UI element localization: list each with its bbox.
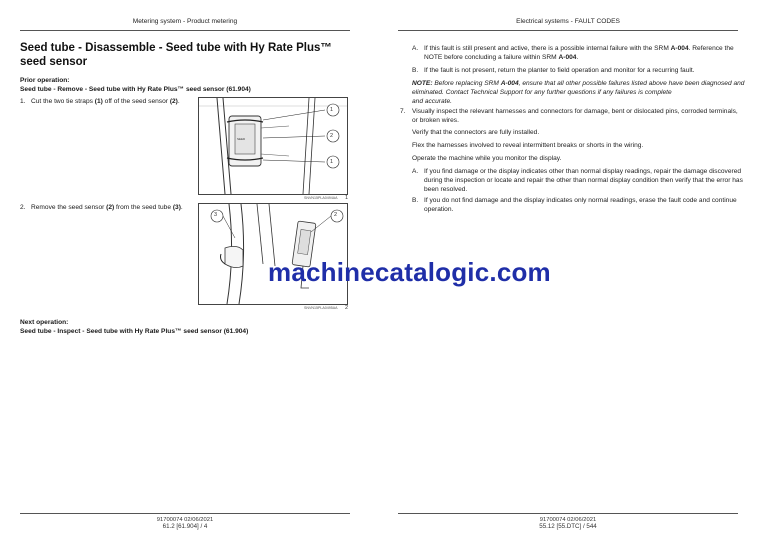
- right-running-header: Electrical systems - FAULT CODES: [516, 18, 620, 25]
- left-footer-code: 91700074 02/06/2021: [156, 517, 214, 523]
- item-a2-line1: If you find damage or the display indicates other than normal display readings, repair the damage discovered: [424, 168, 742, 175]
- figure-1-seed-sensor-illustration: [199, 98, 347, 194]
- item-a2-letter: A.: [412, 168, 419, 175]
- prior-operation-link[interactable]: Seed tube - Remove - Seed tube with Hy Rate Plus™ seed sensor (61.904): [20, 86, 251, 93]
- prior-operation-label: Prior operation:: [20, 77, 70, 84]
- step-7-number: 7.: [400, 108, 406, 115]
- figure-2-seed-tube-illustration: [199, 204, 347, 304]
- item-b1-text: If the fault is not present, return the planter to field operation and monitor for a recurring fault.: [424, 67, 695, 74]
- figure-1-callout-2: 2: [330, 133, 334, 139]
- note-line-2: eliminated. Contact Technical Support for any further questions if any failures is complete: [412, 89, 672, 96]
- left-header-rule: [20, 30, 350, 31]
- figure-2-callout-3: 3: [214, 212, 218, 218]
- item-b2-line2: operation.: [424, 206, 454, 213]
- step-2-number: 2.: [20, 204, 26, 211]
- note-line-3: and accurate.: [412, 98, 452, 105]
- figure-1-frame: [198, 97, 348, 195]
- verify-text: Verify that the connectors are fully installed.: [412, 129, 540, 136]
- figure-1-id: SNVN15PLA0494AA: [304, 196, 338, 200]
- flex-text: Flex the harnesses involved to reveal intermittent breaks or shorts in the wiring.: [412, 142, 644, 149]
- note-line-1: NOTE: Before replacing SRM A-004, ensure that all other possible failures listed above have been diagnosed and: [412, 80, 745, 87]
- item-a1-letter: A.: [412, 45, 419, 52]
- svg-text:SEED: SEED: [237, 137, 246, 141]
- figure-2-frame: [198, 203, 348, 305]
- item-a2-line2: during the inspection or locate and repair the other than normal display condition then verify that the error has: [424, 177, 743, 184]
- right-header-rule: [398, 30, 738, 31]
- item-a1-line2: NOTE before concluding a failure within SRM A-004.: [424, 54, 579, 61]
- right-footer-code: 91700074 02/06/2021: [539, 517, 597, 523]
- figure-1-callout-1b: 1: [330, 159, 334, 165]
- step-1-number: 1.: [20, 98, 26, 105]
- figure-1-number: 1: [345, 195, 349, 201]
- figure-2-number: 2: [345, 305, 349, 311]
- next-operation-label: Next operation:: [20, 319, 69, 326]
- item-b1-letter: B.: [412, 67, 419, 74]
- operate-text: Operate the machine while you monitor the display.: [412, 155, 562, 162]
- step-7-line2: or broken wires.: [412, 117, 459, 124]
- figure-2-id: SNVN15PLA0495AA: [304, 306, 338, 310]
- left-running-header: Metering system - Product metering: [132, 18, 238, 25]
- right-footer-rule: [398, 513, 738, 514]
- page-title: Seed tube - Disassemble - Seed tube with Hy Rate Plus™ seed sensor: [20, 42, 332, 68]
- left-page-number: 61.2 [61.904] / 4: [162, 523, 208, 530]
- next-operation-link[interactable]: Seed tube - Inspect - Seed tube with Hy Rate Plus™ seed sensor (61.904): [20, 328, 249, 335]
- item-a1-line1: If this fault is still present and active, there is a possible internal failure with the SRM A-004. Reference the: [424, 45, 734, 52]
- left-footer-rule: [20, 513, 350, 514]
- figure-1-callout-1a: 1: [330, 107, 334, 113]
- step-2-text: Remove the seed sensor (2) from the seed tube (3).: [31, 204, 183, 211]
- step-7-line1: Visually inspect the relevant harnesses and connectors for damage, bent or dislocated pins, corroded terminals,: [412, 108, 738, 115]
- item-b2-letter: B.: [412, 197, 419, 204]
- item-b2-line1: If you do not find damage and the display indicates only normal readings, erase the fault code and continue: [424, 197, 737, 204]
- right-page-number: 55.12 [55.DTC] / 544: [539, 523, 597, 530]
- figure-2-callout-2: 2: [334, 212, 338, 218]
- step-1-text: Cut the two tie straps (1) off of the seed sensor (2).: [31, 98, 180, 105]
- item-a2-line3: been resolved.: [424, 186, 468, 193]
- watermark-text: machinecatalogic.com: [268, 257, 551, 287]
